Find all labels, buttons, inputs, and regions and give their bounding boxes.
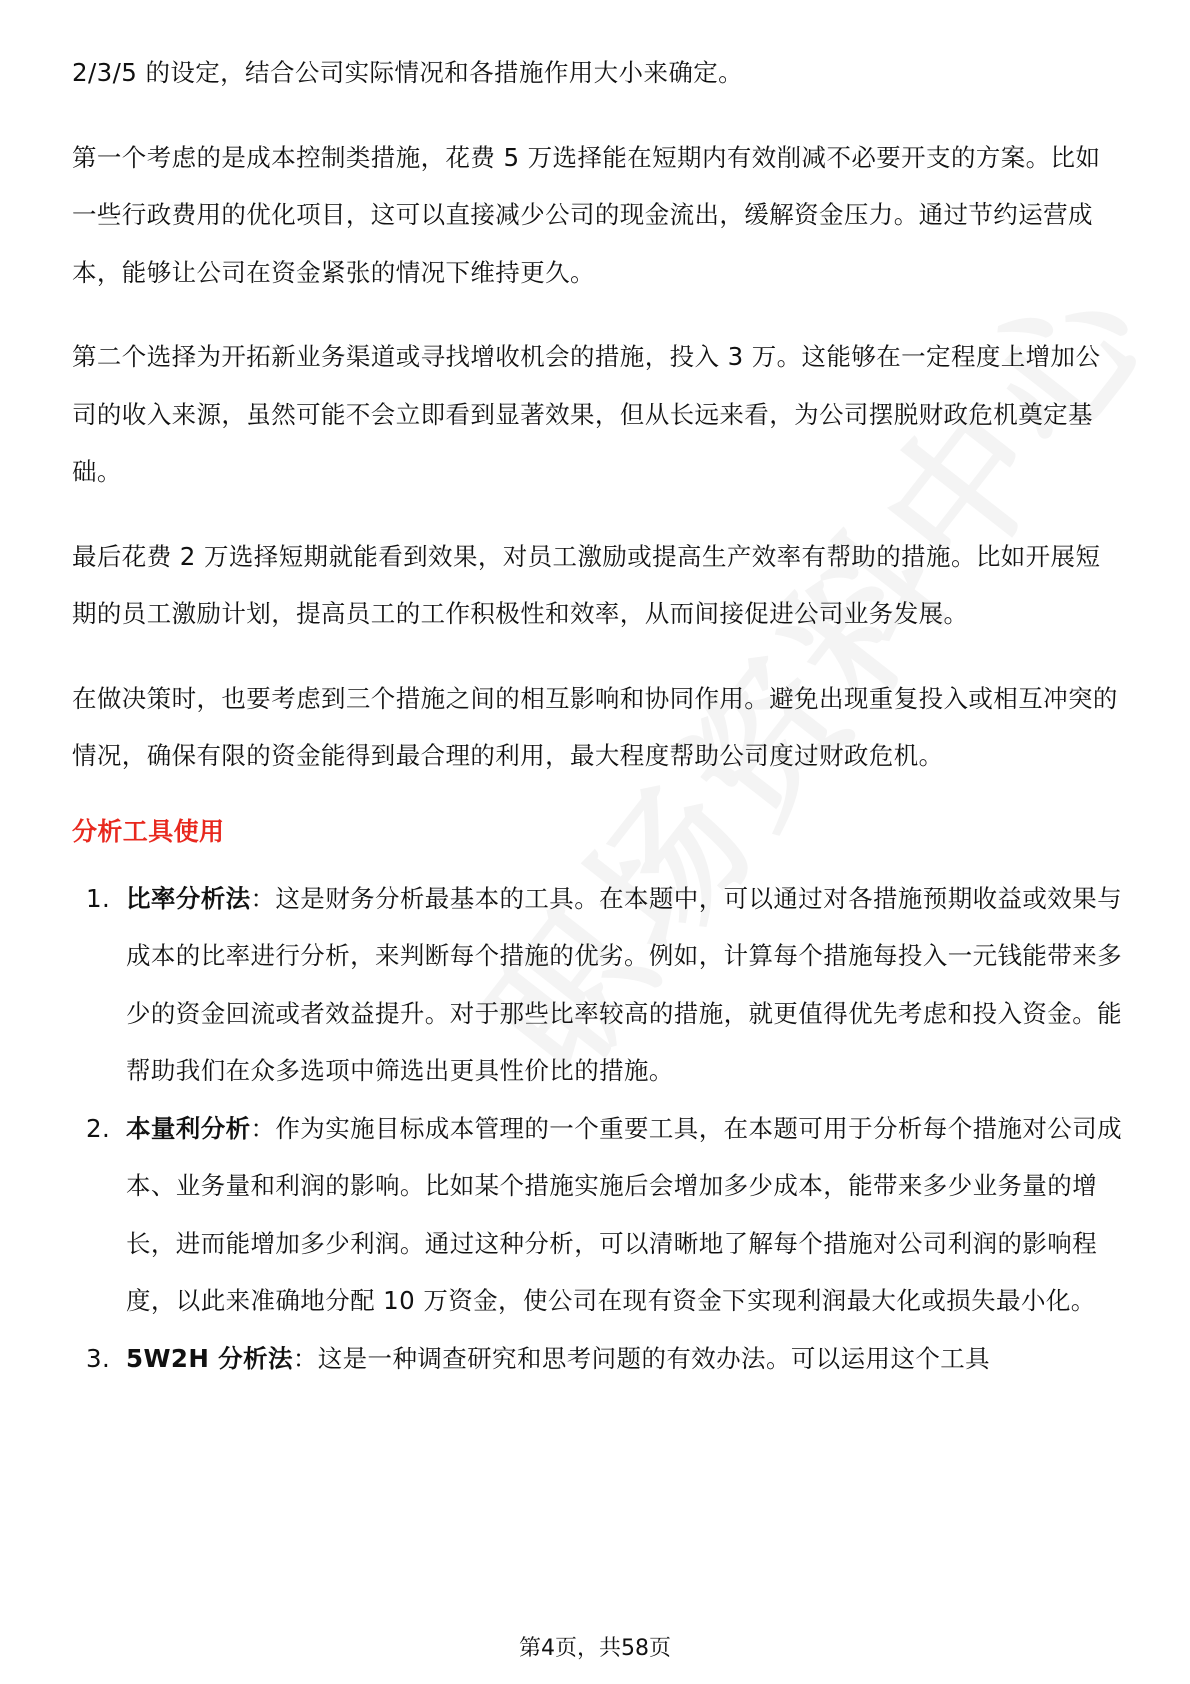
tools-list	[72, 870, 1122, 1388]
tool-term: 5W2H 分析法	[126, 1343, 293, 1373]
list-number: 2.	[86, 1113, 111, 1143]
list-item	[72, 870, 1122, 1100]
page-content	[72, 44, 1122, 1387]
tool-description: ：作为实施目标成本管理的一个重要工具，在本题可用于分析每个措施对公司成本、业务量和利润的影响。比如某个措施实施后会增加多少成本，能带来多少业务量的增长，进而能增加多少利润。通过这种分析，可以清晰地了解每个措施对公司利润的影响程度，以此来准确地分配 10 万资金，使公司在现有资金下实现利润最大化或损失最小化。	[126, 1113, 1122, 1315]
section-heading: 分析工具使用	[72, 816, 225, 846]
tool-term: 比率分析法	[126, 883, 251, 913]
paragraph: 2/3/5 的设定，结合公司实际情况和各措施作用大小来确定。	[72, 58, 744, 87]
list-number: 1.	[86, 883, 111, 913]
list-item	[72, 1330, 1122, 1388]
tool-description: ：这是财务分析最基本的工具。在本题中，可以通过对各措施预期收益或效果与成本的比率进行分析，来判断每个措施的优劣。例如，计算每个措施每投入一元钱能带来多少的资金回流或者效益提升。对于那些比率较高的措施，就更值得优先考虑和投入资金。能帮助我们在众多选项中筛选出更具性价比的措施。	[126, 883, 1122, 1085]
tool-description: ：这是一种调查研究和思考问题的有效办法。可以运用这个工具	[292, 1343, 991, 1373]
list-item	[72, 1100, 1122, 1330]
tool-term: 本量利分析	[126, 1113, 251, 1143]
page-footer: 第4页，共58页	[519, 1636, 671, 1661]
paragraph: 最后花费 2 万选择短期就能看到效果，对员工激励或提高生产效率有帮助的措施。比如开展短期的员工激励计划，提高员工的工作积极性和效率，从而间接促进公司业务发展。	[72, 541, 1101, 628]
paragraph: 第二个选择为开拓新业务渠道或寻找增收机会的措施，投入 3 万。这能够在一定程度上增加公司的收入来源，虽然可能不会立即看到显著效果，但从长远来看，为公司摆脱财政危机奠定基础。	[72, 342, 1101, 486]
paragraph: 在做决策时，也要考虑到三个措施之间的相互影响和协同作用。避免出现重复投入或相互冲突的情况，确保有限的资金能得到最合理的利用，最大程度帮助公司度过财政危机。	[72, 683, 1118, 770]
list-number: 3.	[86, 1343, 111, 1373]
paragraph: 第一个考虑的是成本控制类措施，花费 5 万选择能在短期内有效削减不必要开支的方案。比如一些行政费用的优化项目，这可以直接减少公司的现金流出，缓解资金压力。通过节约运营成本，能够让公司在资金紧张的情况下维持更久。	[72, 142, 1101, 287]
